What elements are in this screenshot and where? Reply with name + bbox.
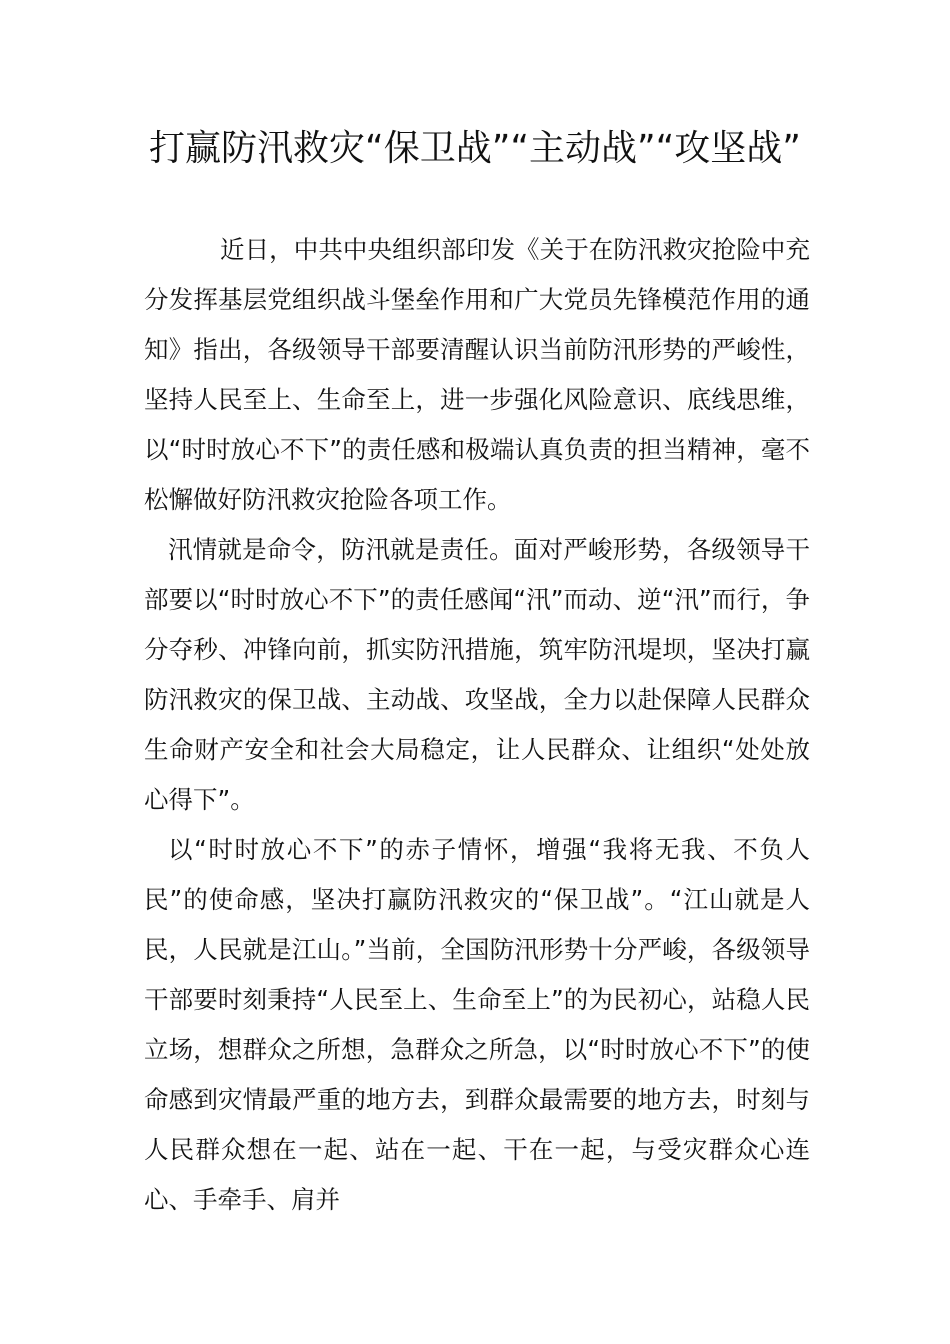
document-body: [144, 225, 810, 1225]
document-title: 打赢防汛救灾“保卫战”“主动战”“攻坚战”: [149, 128, 801, 169]
paragraph-defense: 以“时时放心不下”的赤子情怀，增强“我将无我、不负人民”的使命感，坚决打赢防汛救灾的“保卫战”。“江山就是人民，人民就是江山。”当前，全国防汛形势十分严峻，各级领导干部要时刻秉持“人民至上、生命至上”的为民初心，站稳人民立场，想群众之所想，急群众之所急，以“时时放心不下”的使命感到灾情最严重的地方去，到群众最需要的地方去，时刻与人民群众想在一起、站在一起、干在一起，与受灾群众心连心、手牵手、肩并: [144, 835, 810, 1214]
paragraph-command: 汛情就是命令，防汛就是责任。面对严峻形势，各级领导干部要以“时时放心不下”的责任感闻“汛”而动、逆“汛”而行，争分夺秒、冲锋向前，抓实防汛措施，筑牢防汛堤坝，坚决打赢防汛救灾的保卫战、主动战、攻坚战，全力以赴保障人民群众生命财产安全和社会大局稳定，让人民群众、让组织“处处放心得下”。: [144, 535, 810, 814]
paragraph-intro: 近日，中共中央组织部印发《关于在防汛救灾抢险中充分发挥基层党组织战斗堡垒作用和广大党员先锋模范作用的通知》指出，各级领导干部要清醒认识当前防汛形势的严峻性，坚持人民至上、生命至上，进一步强化风险意识、底线思维，以“时时放心不下”的责任感和极端认真负责的担当精神，毫不松懈做好防汛救灾抢险各项工作。: [144, 235, 810, 514]
